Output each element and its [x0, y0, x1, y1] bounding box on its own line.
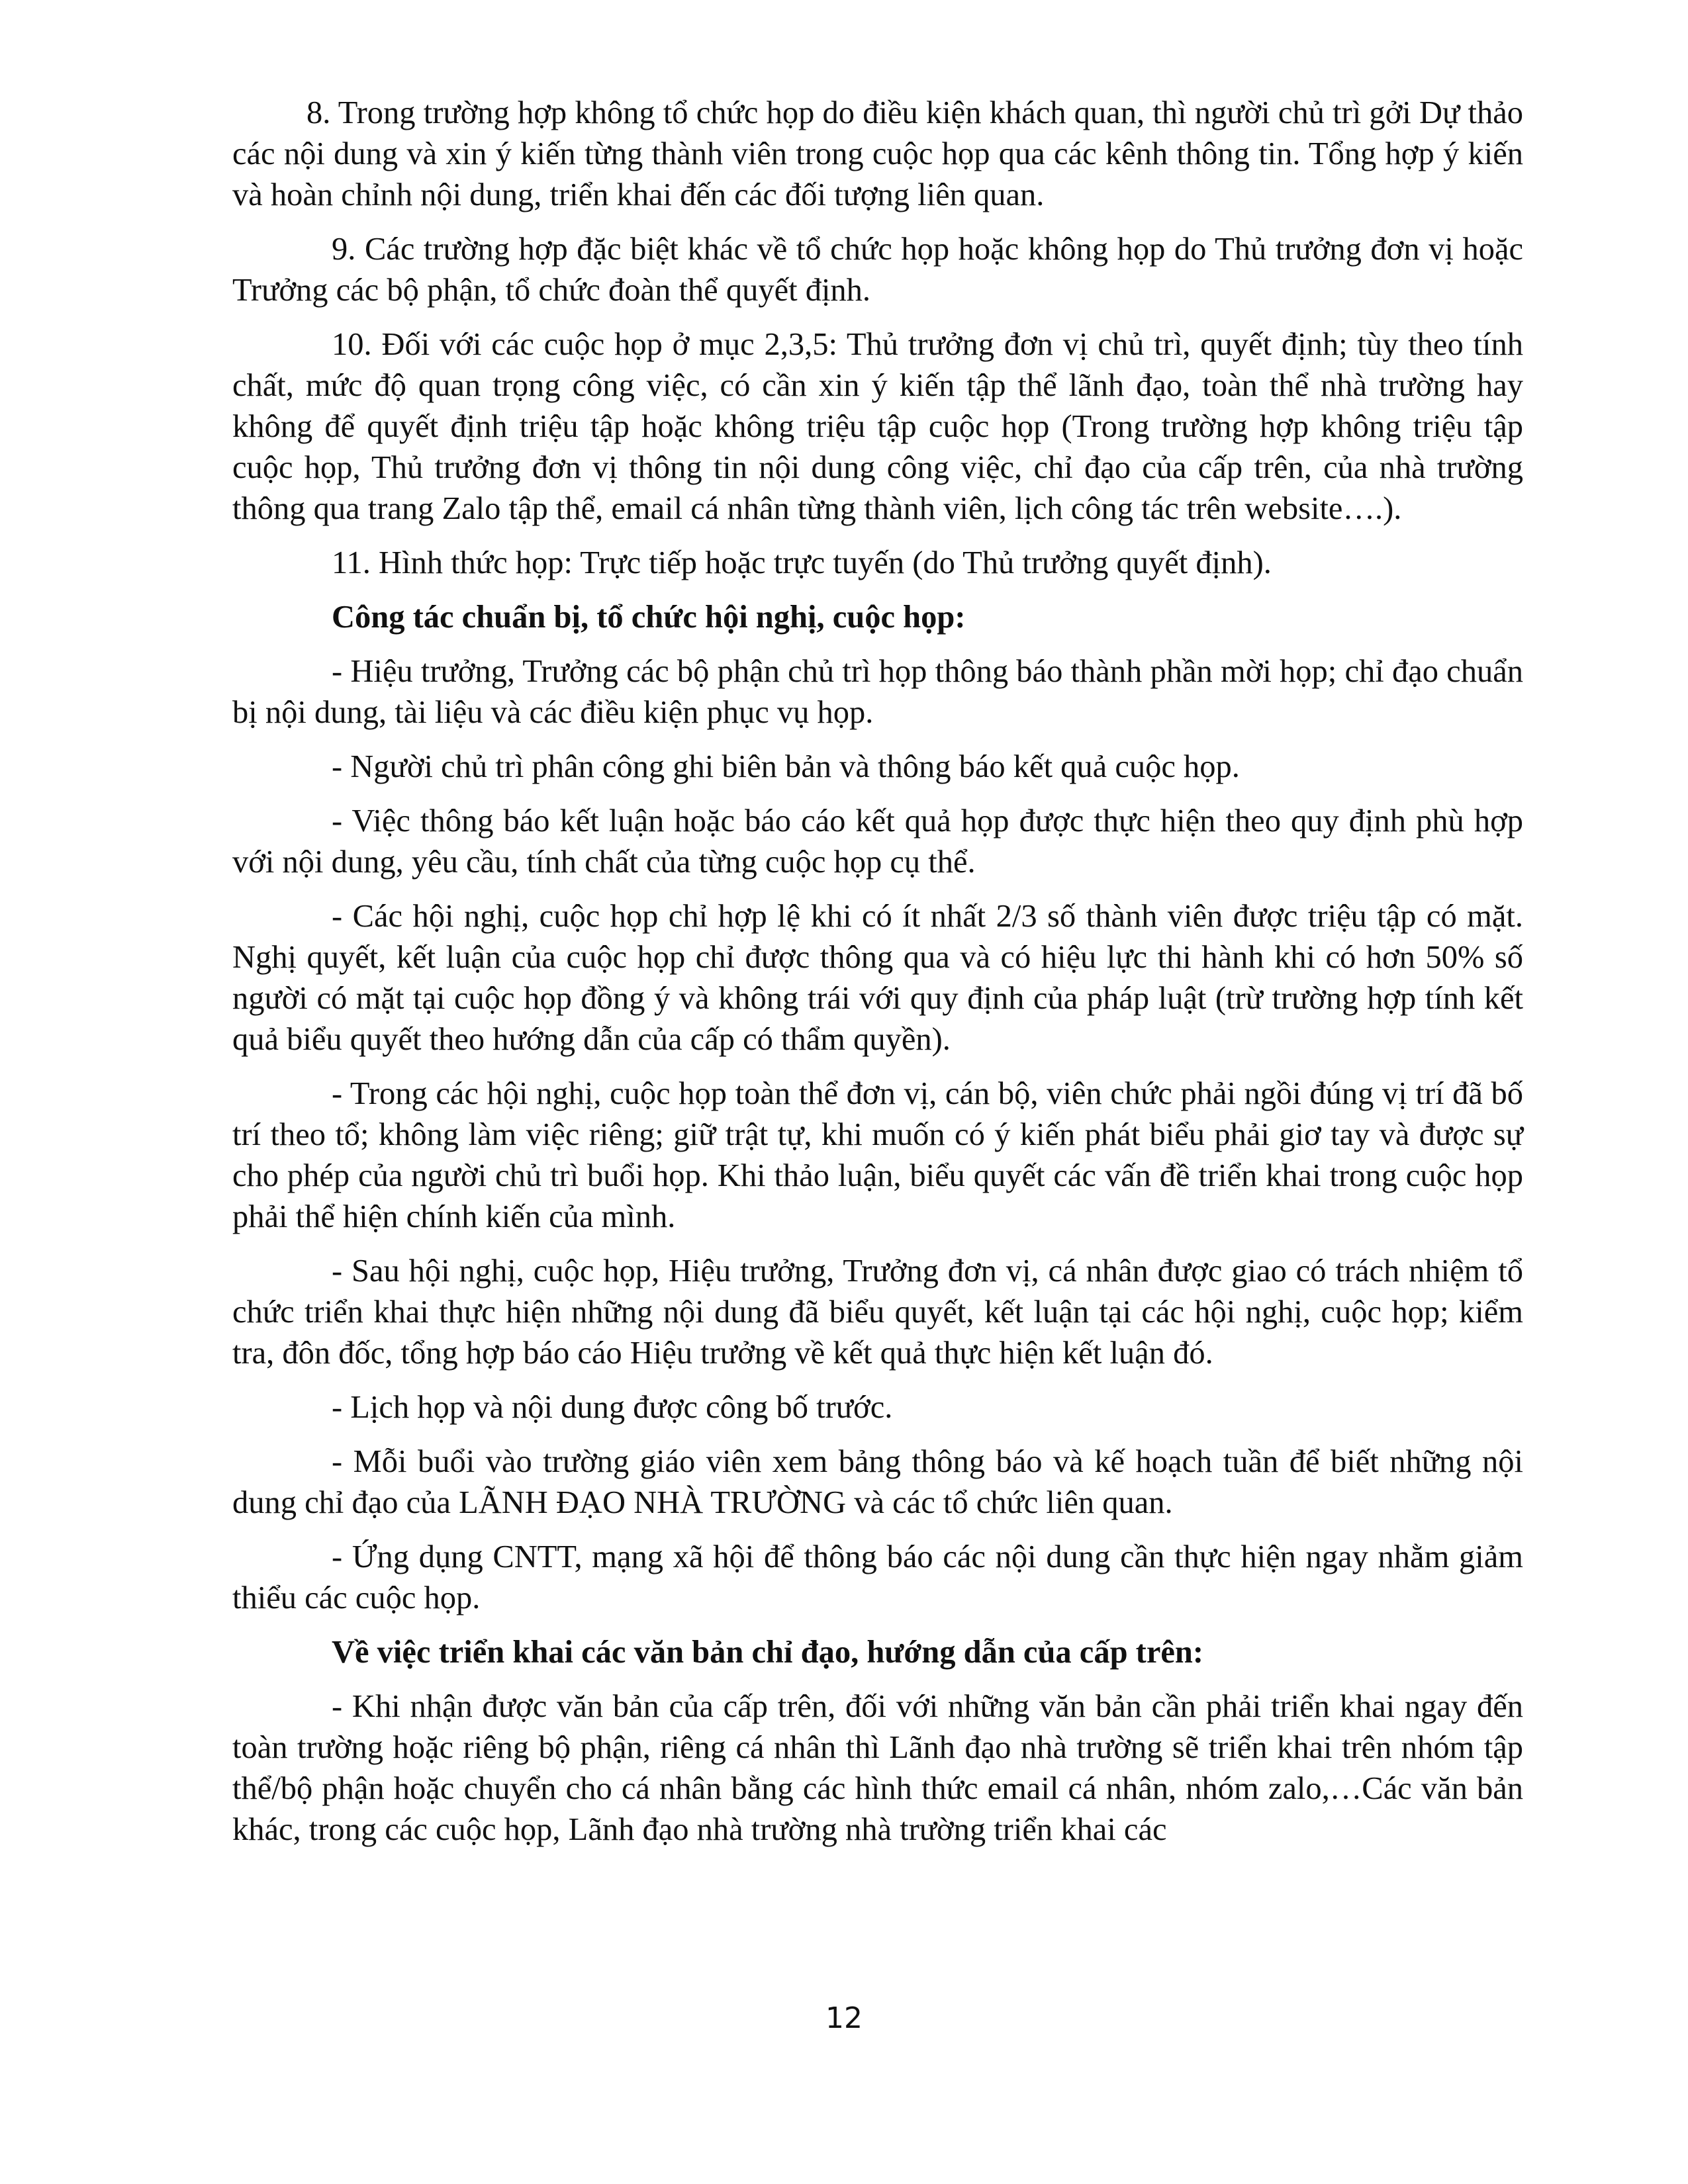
paragraph-schedule: - Lịch họp và nội dung được công bố trước. — [332, 1390, 893, 1425]
paragraph-directives-handling: - Khi nhận được văn bản của cấp trên, đối với những văn bản cần phải triển khai ngay đến toàn trường hoặc riêng bộ phận, riêng cá nhân thì Lãnh đạo nhà trường sẽ triển khai trên nhóm tập thể/bộ phận hoặc chuyển cho cá nhân bằng các hình thức email cá nhân, nhóm zalo,…Các văn bản khác, trong các cuộc họp, Lãnh đạo nhà trường nhà trường triển khai các — [232, 1689, 1523, 1847]
paragraph-conclusion-notice: - Việc thông báo kết luận hoặc báo cáo kết quả họp được thực hiện theo quy định phù hợp với nội dung, yêu cầu, tính chất của từng cuộc họp cụ thể. — [232, 803, 1523, 880]
paragraph-minutes: - Người chủ trì phân công ghi biên bản và thông báo kết quả cuộc họp. — [332, 749, 1240, 784]
paragraph-invitation: - Hiệu trưởng, Trưởng các bộ phận chủ trì họp thông báo thành phần mời họp; chỉ đạo chuẩn bị nội dung, tài liệu và các điều kiện phục vụ họp. — [232, 654, 1523, 730]
paragraph-implementation: - Sau hội nghị, cuộc họp, Hiệu trưởng, Trưởng đơn vị, cá nhân được giao có trách nhiệm tổ chức triển khai thực hiện những nội dung đã biểu quyết, kết luận tại các hội nghị, cuộc họp; kiểm tra, đôn đốc, tổng hợp báo cáo Hiệu trưởng về kết quả thực hiện kết luận đó. — [232, 1253, 1523, 1371]
paragraph-notice-board: - Mỗi buổi vào trường giáo viên xem bảng thông báo và kế hoạch tuần để biết những nội dung chỉ đạo của LÃNH ĐẠO NHÀ TRƯỜNG và các tổ chức liên quan. — [232, 1444, 1523, 1520]
paragraph-item-11: 11. Hình thức họp: Trực tiếp hoặc trực tuyến (do Thủ trưởng quyết định). — [332, 545, 1272, 580]
paragraph-item-10: 10. Đối với các cuộc họp ở mục 2,3,5: Thủ trưởng đơn vị chủ trì, quyết định; tùy theo tính chất, mức độ quan trọng công việc, có cần xin ý kiến tập thể lãnh đạo, toàn thể nhà trường hay không để quyết định triệu tập hoặc không triệu tập cuộc họp (Trong trường hợp không triệu tập cuộc họp, Thủ trưởng đơn vị thông tin nội dung công việc, chỉ đạo của cấp trên, của nhà trường thông qua trang Zalo tập thể, email cá nhân từng thành viên, lịch công tác trên website….). — [232, 327, 1523, 526]
section-heading-meeting-preparation: Công tác chuẩn bị, tổ chức hội nghị, cuộc họp: — [332, 600, 966, 635]
paragraph-conduct: - Trong các hội nghị, cuộc họp toàn thể đơn vị, cán bộ, viên chức phải ngồi đúng vị trí đã bố trí theo tổ; không làm việc riêng; giữ trật tự, khi muốn có ý kiến phát biểu phải giơ tay và được sự cho phép của người chủ trì buổi họp. Khi thảo luận, biểu quyết các vấn đề triển khai trong cuộc họp phải thể hiện chính kiến của mình. — [232, 1076, 1523, 1234]
document-body — [232, 93, 1523, 1864]
page-number: 12 — [825, 2001, 863, 2035]
paragraph-item-9: 9. Các trường hợp đặc biệt khác về tổ chức họp hoặc không họp do Thủ trưởng đơn vị hoặc Trưởng các bộ phận, tổ chức đoàn thể quyết định. — [232, 232, 1523, 308]
paragraph-quorum: - Các hội nghị, cuộc họp chỉ hợp lệ khi có ít nhất 2/3 số thành viên được triệu tập có mặt. Nghị quyết, kết luận của cuộc họp chỉ được thông qua và có hiệu lực thi hành khi có hơn 50% số người có mặt tại cuộc họp đồng ý và không trái với quy định của pháp luật (trừ trường hợp tính kết quả biểu quyết theo hướng dẫn của cấp có thẩm quyền). — [232, 899, 1523, 1057]
paragraph-it-application: - Ứng dụng CNTT, mạng xã hội để thông báo các nội dung cần thực hiện ngay nhằm giảm thiểu các cuộc họp. — [232, 1539, 1523, 1615]
paragraph-item-8: 8. Trong trường hợp không tổ chức họp do điều kiện khách quan, thì người chủ trì gởi Dự thảo các nội dung và xin ý kiến từng thành viên trong cuộc họp qua các kênh thông tin. Tổng hợp ý kiến và hoàn chỉnh nội dung, triển khai đến các đối tượng liên quan. — [232, 95, 1523, 212]
section-heading-directives: Về việc triển khai các văn bản chỉ đạo, hướng dẫn của cấp trên: — [332, 1635, 1204, 1670]
